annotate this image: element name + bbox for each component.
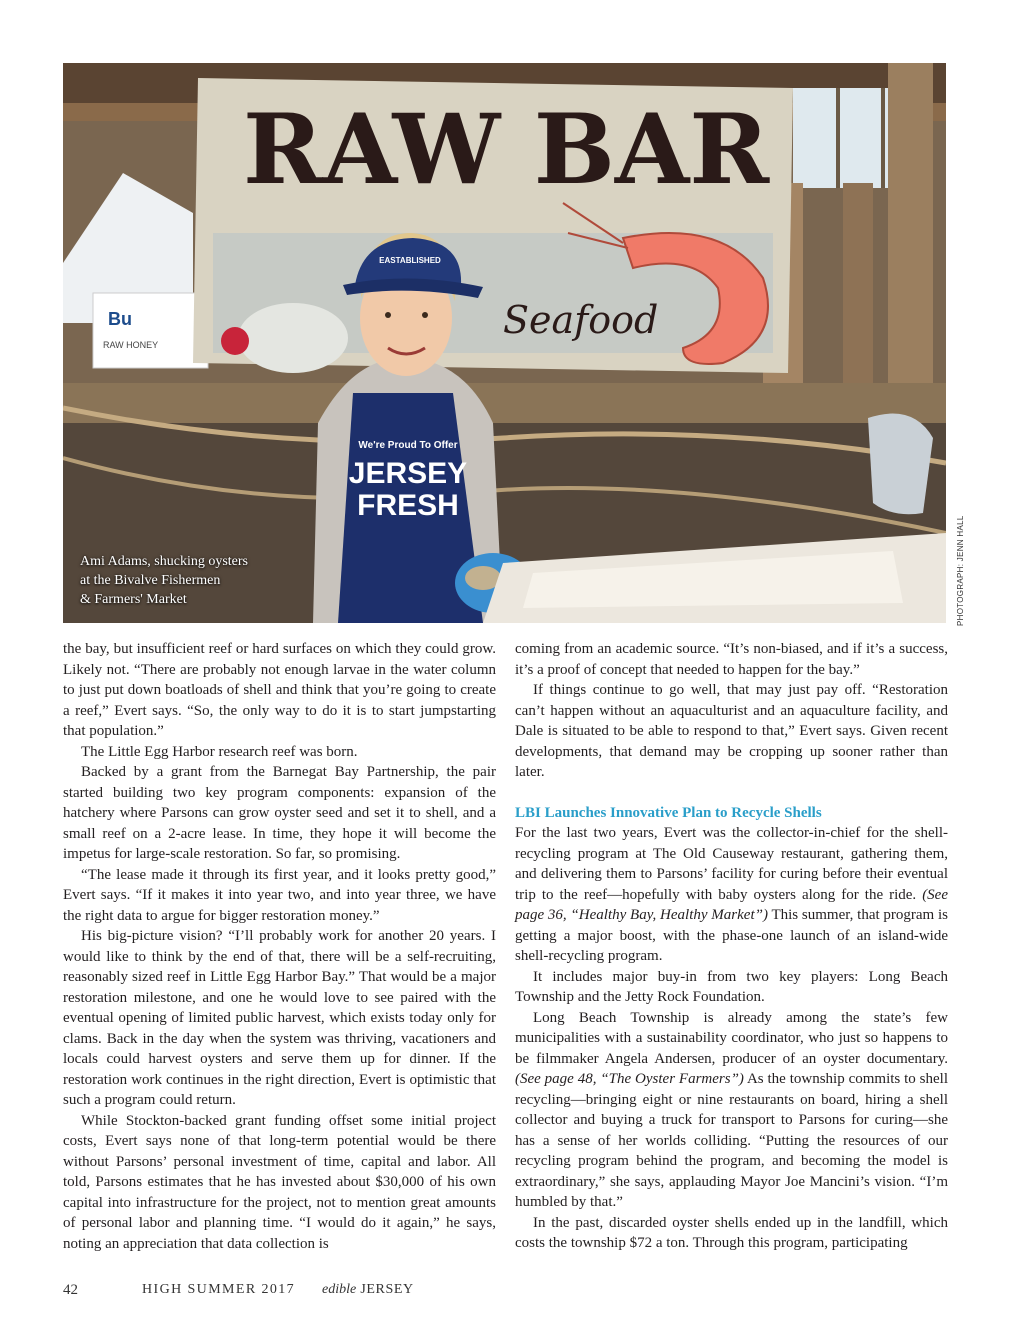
paragraph: The Little Egg Harbor research reef was born. [81,743,358,760]
page-reference: (See page 36, “Healthy Bay, Healthy Market”) [515,886,948,923]
paragraph: “The lease made it through its first year, and it looks pretty good,” Evert says. “If it makes it into year two, and into year three, we have the right data to argue for bigger restoration money.” [63,866,496,924]
magazine-name-italic: edible [322,1282,357,1297]
paragraph: If things continue to go well, that may just pay off. “Restoration can’t happen without an aquaculturist and an aquaculture facility, and Dale is situated to be able to respond to that,” Evert says. Given recent developments, that demand may be cropping up sooner rather than later. [515,682,948,780]
paragraph: His big-picture vision? “I’ll probably work for another 20 years. I would like to think by the end of that, there will be a self-recruiting, reasonably sized reef in Little Egg Harbor Bay.” That would be a major restoration milestone, and one he would love to see paired with the eventual opening of limited public harvest, which exists today only for clams. Back in the day when the system was thriving, vacationers and locals could harvest oysters and serve them up for dinner. If the restoration work continues in the right direction, Evert is optimistic that such a program could return. [63,928,496,1108]
caption-line: & Farmers' Market [80,592,187,607]
paragraph: coming from an academic source. “It’s non-biased, and if it’s a success, it’s a proof of concept that needed to happen for the bay.” [515,641,948,678]
photo-illustration [63,63,946,623]
photo-caption [80,552,248,609]
page-number: 42 [63,1282,78,1298]
caption-line: Ami Adams, shucking oysters [80,554,248,569]
photo-credit [956,515,1024,626]
paragraph [515,1008,948,1213]
paragraph-text: For the last two years, Evert was the collector-in-chief for the shell-recycling program at The Old Causeway restaurant, gathering them, and delivering them to Parsons’ facility for curing before their eventual trip to the reef—hopefully with baby oysters along for the ride. [515,825,948,903]
apron-brand-line2: FRESH [357,489,459,522]
svg-text:Bu: Bu [108,309,132,329]
paragraph: It includes major buy-in from two key players: Long Beach Township and the Jetty Rock Foundation. [515,968,948,1005]
apron-tagline: We're Proud To Offer [358,440,458,451]
cap-text: EASTABLISHED [379,256,441,265]
article-column-right [515,639,948,1254]
paragraph: Backed by a grant from the Barnegat Bay Partnership, the pair started building two key program components: expansion of the hatchery where Parsons can grow oyster seed and set it to shell, and a small reef on a 2-acre lease. In time, they hope it will become the impetus for large-scale restoration. So far, so promising. [63,764,496,862]
issue-name: HIGH SUMMER 2017 [142,1282,296,1297]
paragraph: While Stockton-backed grant funding offset some initial project costs, Evert says none of that long-term potential would be there without Parsons’ personal investment of time, capital and labor. All told, Parsons estimates that he has invested about $30,000 of his own capital into infrastructure for the project, not to mention great amounts of personal labor and planning time. “I would do it again,” he says, noting an appreciation that data collection is [63,1112,496,1252]
paragraph: In the past, discarded oyster shells ended up in the landfill, which costs the township $72 a ton. Through this program, participating [515,1214,948,1251]
feature-photo [63,63,946,623]
sign-subtitle: Seafood [503,298,659,342]
caption-line: at the Bivalve Fishermen [80,573,221,588]
sign-title: RAW BAR [243,93,770,206]
paragraph-text: As the township commits to shell recycling—bringing eight or nine restaurants on board, hiring a shell collector and buying a truck for transport to Parsons for curing—she has a sense of her worlds colliding. “Putting the resources of our recycling program behind the program, and becoming the model is extraordinary,” she says, applauding Mayor Joe Mancini’s vision. “I’m humbled by that.” [515,1071,948,1210]
section-subhead: LBI Launches Innovative Plan to Recycle Shells [515,804,822,821]
paragraph-text: Long Beach Township is already among the state’s few municipalities with a sustainability coordinator, who just so happens to be filmmaker Angela Andersen, producer of an oyster documentary. [515,1009,948,1067]
photo-credit-text: PHOTOGRAPH: JENN HALL [956,515,965,626]
magazine-name-rest: JERSEY [356,1282,414,1297]
article-column-left [63,639,496,1254]
paragraph-text: This summer, that program is getting a major boost, with the phase-one launch of an island-wide shell-recycling program. [515,907,948,964]
paragraph [515,823,948,967]
paragraph: the bay, but insufficient reef or hard surfaces on which they could grow. Likely not. “There are probably not enough larvae in the water column to just put down boatloads of shell and think that you’re going to create a reef,” Evert says. “So, the only way to do it is to start jumpstarting that population.” [63,641,496,739]
magazine-name [322,1282,414,1298]
page-reference: (See page 48, “The Oyster Farmers”) [515,1071,744,1087]
svg-text:RAW HONEY: RAW HONEY [103,340,159,350]
apron-brand-line1: JERSEY [348,457,468,490]
